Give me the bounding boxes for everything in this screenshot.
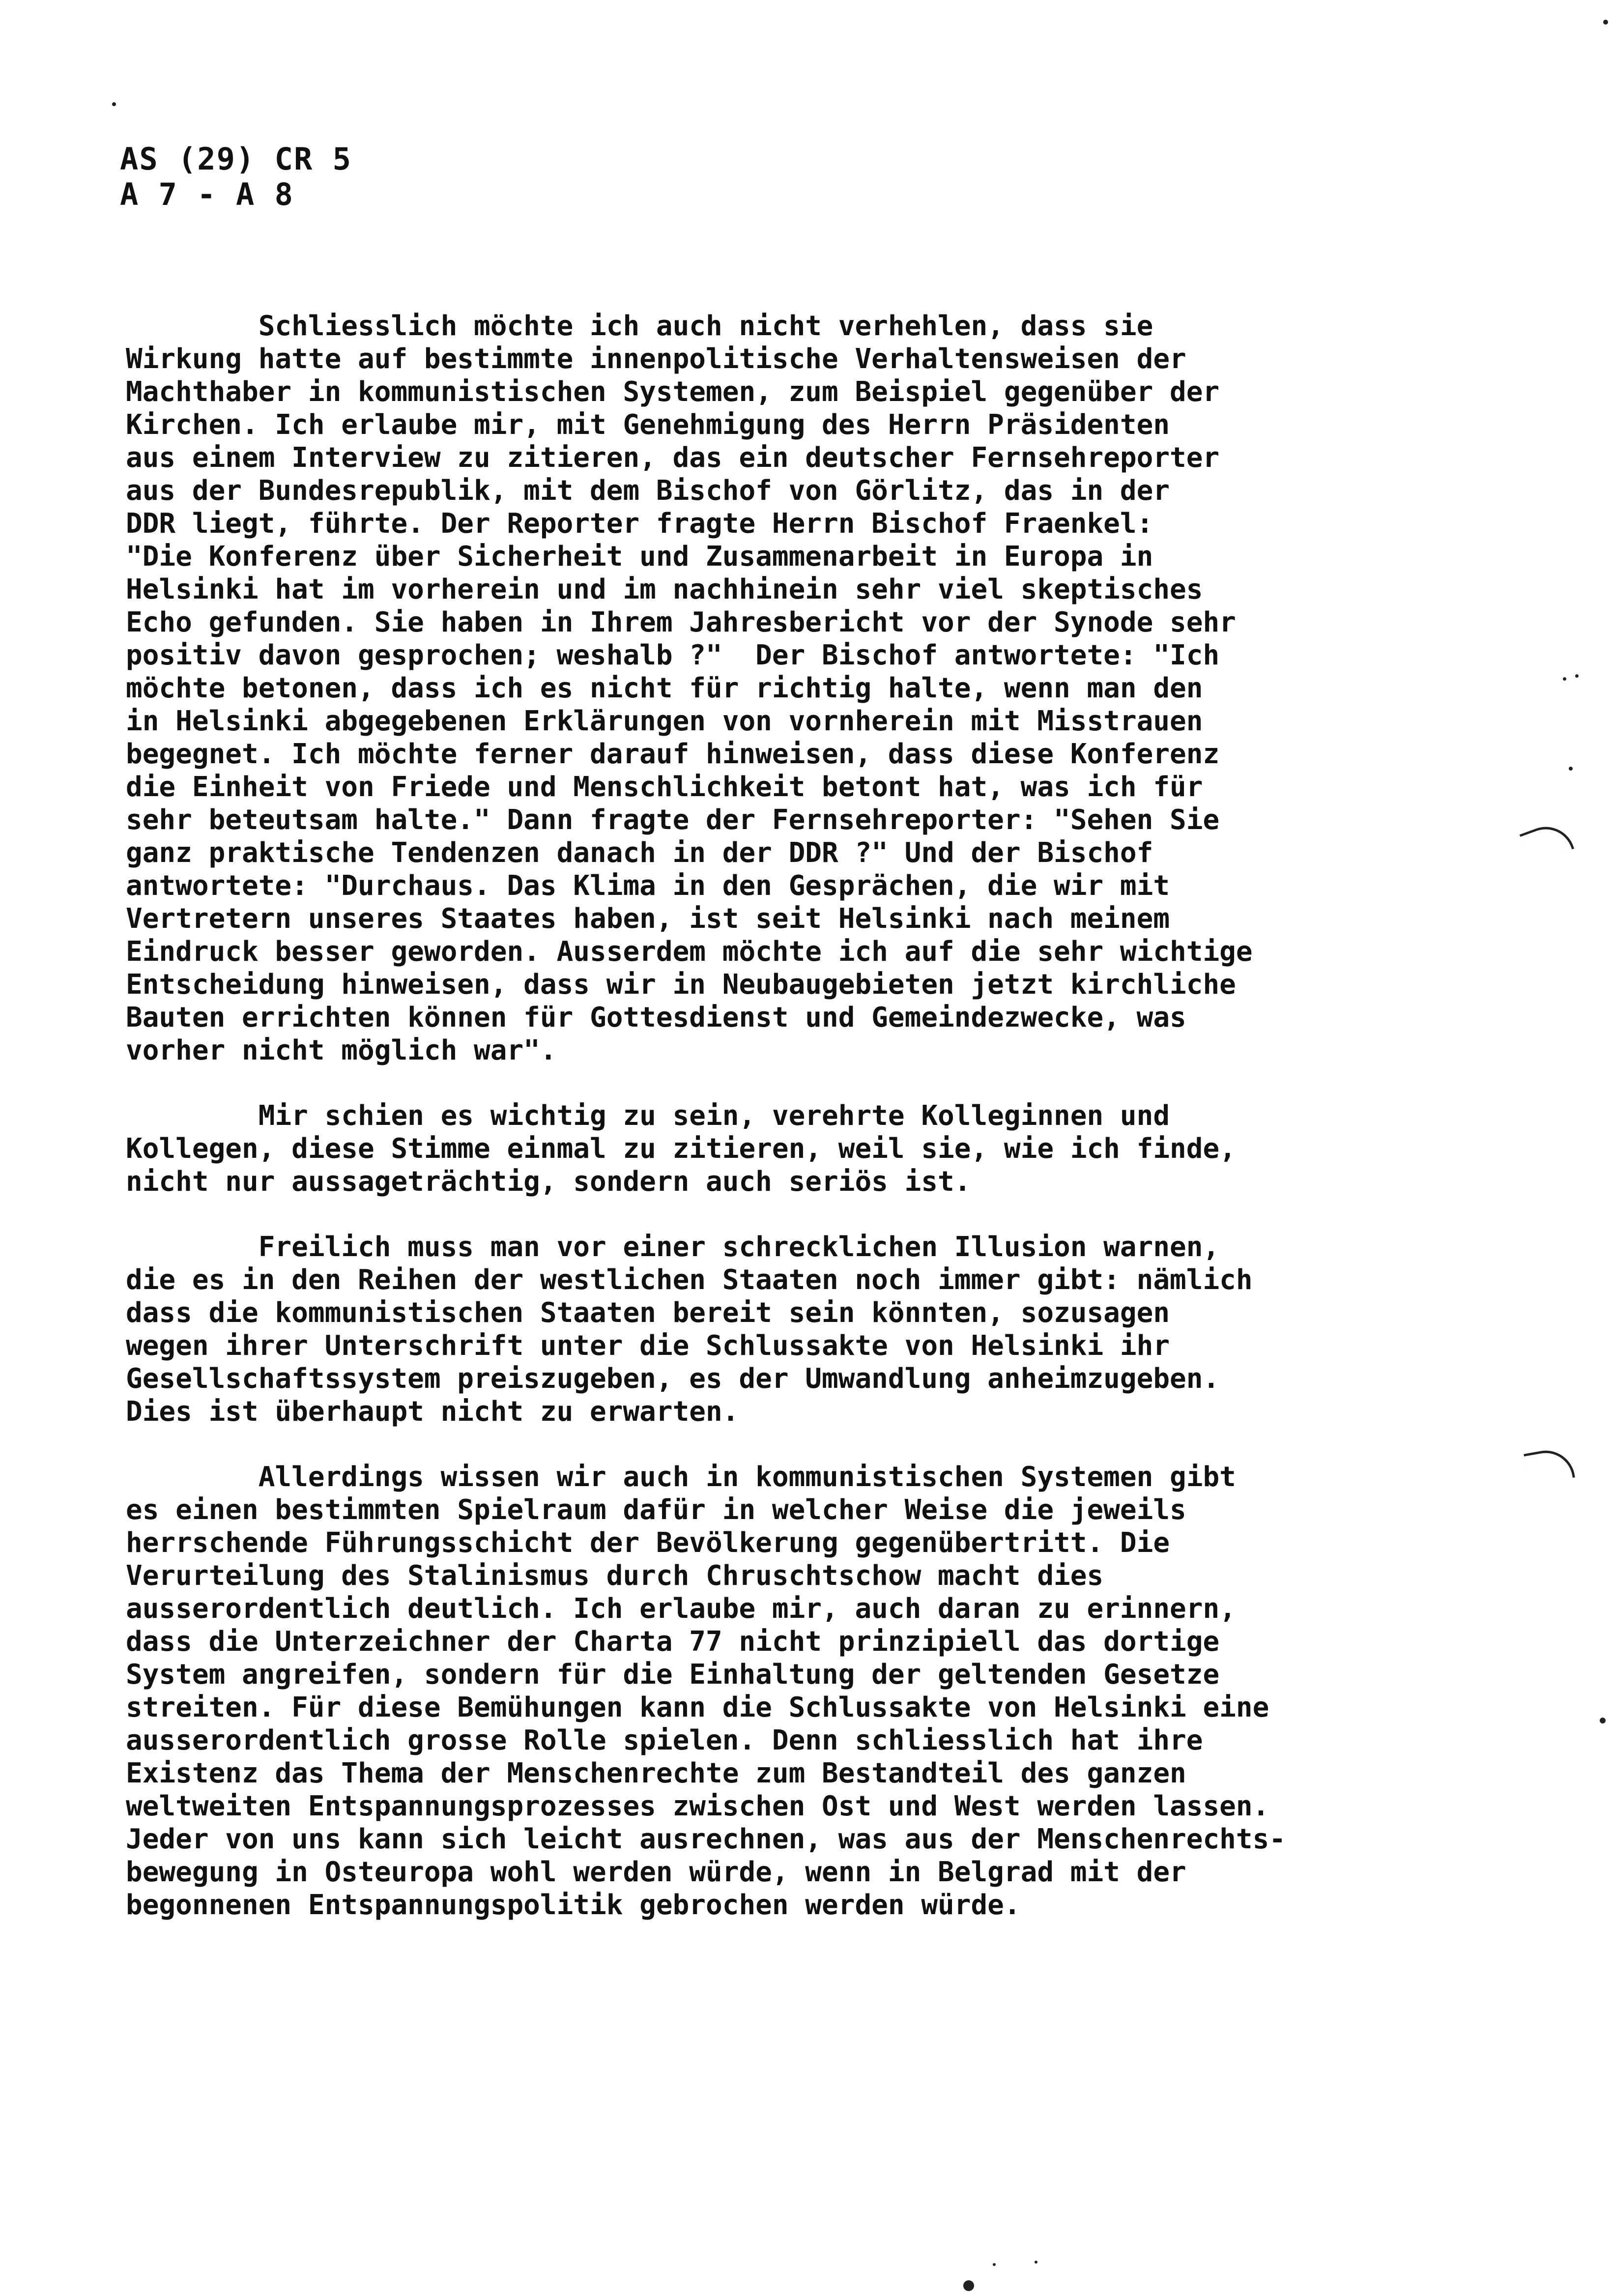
scan-speck (1563, 677, 1566, 681)
text-line: ausserordentlich grosse Rolle spielen. Denn schliesslich hat ihre (126, 1724, 1203, 1756)
text-line: Schliesslich möchte ich auch nicht verhehlen, dass sie (126, 310, 1153, 342)
text-line: Kirchen. Ich erlaube mir, mit Genehmigung des Herrn Präsidenten (126, 409, 1170, 441)
text-line: Allerdings wissen wir auch in kommunistischen Systemen gibt (126, 1461, 1236, 1493)
text-line: ausserordentlich deutlich. Ich erlaube mir, auch daran zu erinnern, (126, 1593, 1236, 1625)
document-reference (120, 142, 352, 212)
text-line: Gesellschaftssystem preiszugeben, es der Umwandlung anheimzugeben. (126, 1363, 1220, 1395)
text-line: dass die kommunistischen Staaten bereit sein könnten, sozusagen (126, 1297, 1170, 1329)
paragraph (126, 310, 1526, 1067)
scan-speck (1600, 1718, 1606, 1723)
document-body (126, 310, 1526, 1954)
text-line: vorher nicht möglich war". (126, 1034, 557, 1066)
text-line: weltweiten Entspannungsprozesses zwischen Ost und West werden lassen. (126, 1790, 1269, 1822)
text-line: Kollegen, diese Stimme einmal zu zitieren, weil sie, wie ich finde, (126, 1133, 1236, 1165)
paragraph (126, 1099, 1526, 1198)
text-line: Freilich muss man vor einer schrecklichen Illusion warnen, (126, 1231, 1220, 1263)
text-line: System angreifen, sondern für die Einhaltung der geltenden Gesetze (126, 1659, 1220, 1691)
scan-speck (993, 2263, 996, 2266)
scan-speck (1603, 20, 1608, 25)
text-line: "Die Konferenz über Sicherheit und Zusammenarbeit in Europa in (126, 541, 1153, 573)
text-line: Echo gefunden. Sie haben in Ihrem Jahresbericht vor der Synode sehr (126, 606, 1236, 638)
text-line: die Einheit von Friede und Menschlichkeit betont hat, was ich für (126, 771, 1203, 803)
text-line: ganz praktische Tendenzen danach in der DDR ?" Und der Bischof (126, 837, 1153, 869)
text-line: möchte betonen, dass ich es nicht für richtig halte, wenn man den (126, 672, 1203, 704)
reference-line-2: A 7 - A 8 (120, 176, 294, 212)
scan-speck (963, 2280, 974, 2291)
text-line: dass die Unterzeichner der Charta 77 nicht prinzipiell das dortige (126, 1626, 1220, 1658)
text-line: nicht nur aussageträchtig, sondern auch seriös ist. (126, 1166, 971, 1198)
scan-speck (112, 102, 116, 106)
text-line: sehr beteutsam halte." Dann fragte der Fernsehreporter: "Sehen Sie (126, 804, 1220, 836)
scan-arc-mark (1520, 819, 1575, 865)
text-line: begegnet. Ich möchte ferner darauf hinweisen, dass diese Konferenz (126, 738, 1220, 770)
reference-line-1: AS (29) CR 5 (120, 141, 352, 177)
paragraph (126, 1231, 1526, 1428)
text-line: Helsinki hat im vorherein und im nachhinein sehr viel skeptisches (126, 574, 1203, 605)
text-line: positiv davon gesprochen; weshalb ?" Der Bischof antwortete: "Ich (126, 639, 1220, 671)
text-line: Vertretern unseres Staates haben, ist seit Helsinki nach meinem (126, 903, 1170, 935)
text-line: aus der Bundesrepublik, mit dem Bischof von Görlitz, das in der (126, 475, 1170, 507)
text-line: Dies ist überhaupt nicht zu erwarten. (126, 1396, 739, 1428)
text-line: Machthaber in kommunistischen Systemen, zum Beispiel gegenüber der (126, 376, 1220, 408)
text-line: Mir schien es wichtig zu sein, verehrte Kolleginnen und (126, 1100, 1170, 1132)
text-line: DDR liegt, führte. Der Reporter fragte Herrn Bischof Fraenkel: (126, 508, 1153, 540)
scan-speck (1575, 674, 1579, 678)
scan-arc-mark (1524, 1446, 1575, 1486)
text-line: Existenz das Thema der Menschenrechte zum Bestandteil des ganzen (126, 1757, 1186, 1789)
text-line: die es in den Reihen der westlichen Staaten noch immer gibt: nämlich (126, 1264, 1253, 1296)
scan-speck (1035, 2261, 1037, 2264)
text-line: begonnenen Entspannungspolitik gebrochen werden würde. (126, 1889, 1021, 1921)
text-line: Jeder von uns kann sich leicht ausrechnen, was aus der Menschenrechts- (126, 1823, 1286, 1855)
paragraph (126, 1461, 1526, 1922)
text-line: Verurteilung des Stalinismus durch Chruschtschow macht dies (126, 1560, 1104, 1592)
text-line: antwortete: "Durchaus. Das Klima in den Gesprächen, die wir mit (126, 870, 1170, 902)
text-line: wegen ihrer Unterschrift unter die Schlussakte von Helsinki ihr (126, 1330, 1170, 1362)
text-line: es einen bestimmten Spielraum dafür in welcher Weise die jeweils (126, 1494, 1186, 1526)
text-line: aus einem Interview zu zitieren, das ein deutscher Fernsehreporter (126, 442, 1220, 474)
text-line: in Helsinki abgegebenen Erklärungen von vornherein mit Misstrauen (126, 705, 1203, 737)
scan-speck (1569, 767, 1573, 771)
text-line: Entscheidung hinweisen, dass wir in Neubaugebieten jetzt kirchliche (126, 969, 1236, 1001)
text-line: streiten. Für diese Bemühungen kann die Schlussakte von Helsinki eine (126, 1692, 1269, 1723)
text-line: Eindruck besser geworden. Ausserdem möchte ich auf die sehr wichtige (126, 936, 1253, 968)
text-line: bewegung in Osteuropa wohl werden würde, wenn in Belgrad mit der (126, 1856, 1186, 1888)
text-line: Wirkung hatte auf bestimmte innenpolitische Verhaltensweisen der (126, 343, 1186, 375)
text-line: Bauten errichten können für Gottesdienst und Gemeindezwecke, was (126, 1002, 1186, 1033)
text-line: herrschende Führungsschicht der Bevölkerung gegenübertritt. Die (126, 1527, 1170, 1559)
